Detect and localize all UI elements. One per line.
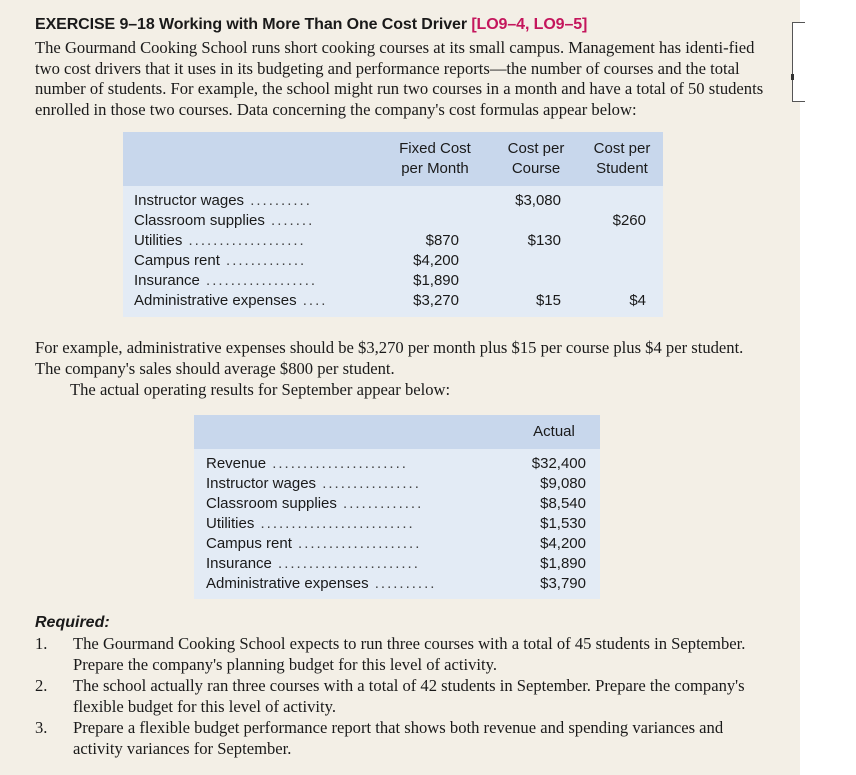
row-label-wrap: Insurance ....................... <box>206 555 420 572</box>
row-label: Utilities <box>206 515 255 532</box>
header-cost-per-student <box>587 140 657 177</box>
item-number: 1. <box>35 634 48 653</box>
header-actual: Actual <box>533 423 575 440</box>
row-label: Instructor wages <box>206 475 317 492</box>
item-number: 2. <box>35 676 48 695</box>
item-text: The school actually ran three courses with a total of 42 students in September. Prepare the company's flexible budget for this level of activity. <box>73 676 745 716</box>
actual-results-table <box>194 415 600 599</box>
row-label-wrap: Campus rent .................... <box>206 535 422 552</box>
row-label: Insurance <box>134 272 200 289</box>
row-label-wrap: Administrative expenses .......... <box>206 575 437 592</box>
header-student-line2: Student <box>596 160 648 177</box>
intro-paragraph: The Gourmand Cooking School runs short cooking courses at its small campus. Management has identi-fied two cost drivers that it uses in its budgeting and performance reports—the number of courses and the total number of students. For example, the school might run two courses in a month and have a total of 50 students enrolled in those two courses. Data concerning the company's cost formulas appear below: <box>35 38 764 119</box>
example-paragraph: For example, administrative expenses should be $3,270 per month plus $15 per course plus $4 per student. The company's sales should average $800 per student. <box>35 338 744 378</box>
row-label: Utilities <box>134 232 183 249</box>
row-label-wrap: Campus rent ............. <box>134 252 307 269</box>
cell-course: $15 <box>535 292 561 309</box>
cell-actual: $9,080 <box>540 475 586 492</box>
row-label-wrap: Classroom supplies ....... <box>134 212 315 229</box>
item-number: 3. <box>35 718 48 737</box>
row-label-wrap: Administrative expenses .... <box>134 292 328 309</box>
cell-course: $3,080 <box>515 192 561 209</box>
page-edge-mark <box>791 74 794 80</box>
item-text: Prepare a flexible budget performance report that shows both revenue and spending variances and activity variances for September. <box>73 718 724 758</box>
row-label-wrap: Revenue ...................... <box>206 455 408 472</box>
exercise-number: EXERCISE 9–18 <box>35 16 155 33</box>
row-label: Campus rent <box>206 535 292 552</box>
cell-course: $130 <box>527 232 561 249</box>
row-label: Classroom supplies <box>206 495 337 512</box>
row-label: Insurance <box>206 555 272 572</box>
cell-fixed: $1,890 <box>413 272 459 289</box>
row-label: Instructor wages <box>134 192 245 209</box>
cell-student: $4 <box>629 292 646 309</box>
learning-objectives: [LO9–4, LO9–5] <box>471 16 588 33</box>
item-text: The Gourmand Cooking School expects to run three courses with a total of 45 students in September. Prepare the company's planning budget for this level of activity. <box>73 634 746 674</box>
row-label: Classroom supplies <box>134 212 265 229</box>
row-label-wrap: Instructor wages .......... <box>134 192 312 209</box>
header-fixed-line1: Fixed Cost <box>399 140 471 157</box>
row-label: Revenue <box>206 455 267 472</box>
row-label-wrap: Utilities ......................... <box>206 515 415 532</box>
cell-student: $260 <box>612 212 646 229</box>
row-label: Administrative expenses <box>134 292 297 309</box>
cell-actual: $1,890 <box>540 555 586 572</box>
header-course-line1: Cost per <box>507 140 565 157</box>
header-fixed-cost <box>395 140 475 177</box>
row-label-wrap: Utilities ................... <box>134 232 306 249</box>
header-fixed-line2: per Month <box>401 160 469 177</box>
header-cost-per-course <box>501 140 571 177</box>
cell-fixed: $3,270 <box>413 292 459 309</box>
cost-formula-header <box>123 132 663 186</box>
cell-actual: $8,540 <box>540 495 586 512</box>
cell-actual: $4,200 <box>540 535 586 552</box>
cell-fixed: $870 <box>425 232 459 249</box>
header-course-line2: Course <box>511 160 561 177</box>
cost-formula-table <box>123 132 663 317</box>
cell-fixed: $4,200 <box>413 252 459 269</box>
actual-intro: The actual operating results for September appear below: <box>70 380 451 399</box>
cell-actual: $3,790 <box>540 575 586 592</box>
exercise-heading <box>35 16 587 34</box>
cell-actual: $32,400 <box>531 455 586 472</box>
header-student-line1: Cost per <box>593 140 651 157</box>
row-label-wrap: Classroom supplies ............. <box>206 495 424 512</box>
row-label: Campus rent <box>134 252 220 269</box>
row-label-wrap: Insurance .................. <box>134 272 318 289</box>
exercise-title: Working with More Than One Cost Driver <box>159 16 467 33</box>
row-label-wrap: Instructor wages ................ <box>206 475 421 492</box>
page-edge-bracket <box>792 22 805 102</box>
required-title: Required: <box>35 614 110 631</box>
row-label: Administrative expenses <box>206 575 369 592</box>
cell-actual: $1,530 <box>540 515 586 532</box>
